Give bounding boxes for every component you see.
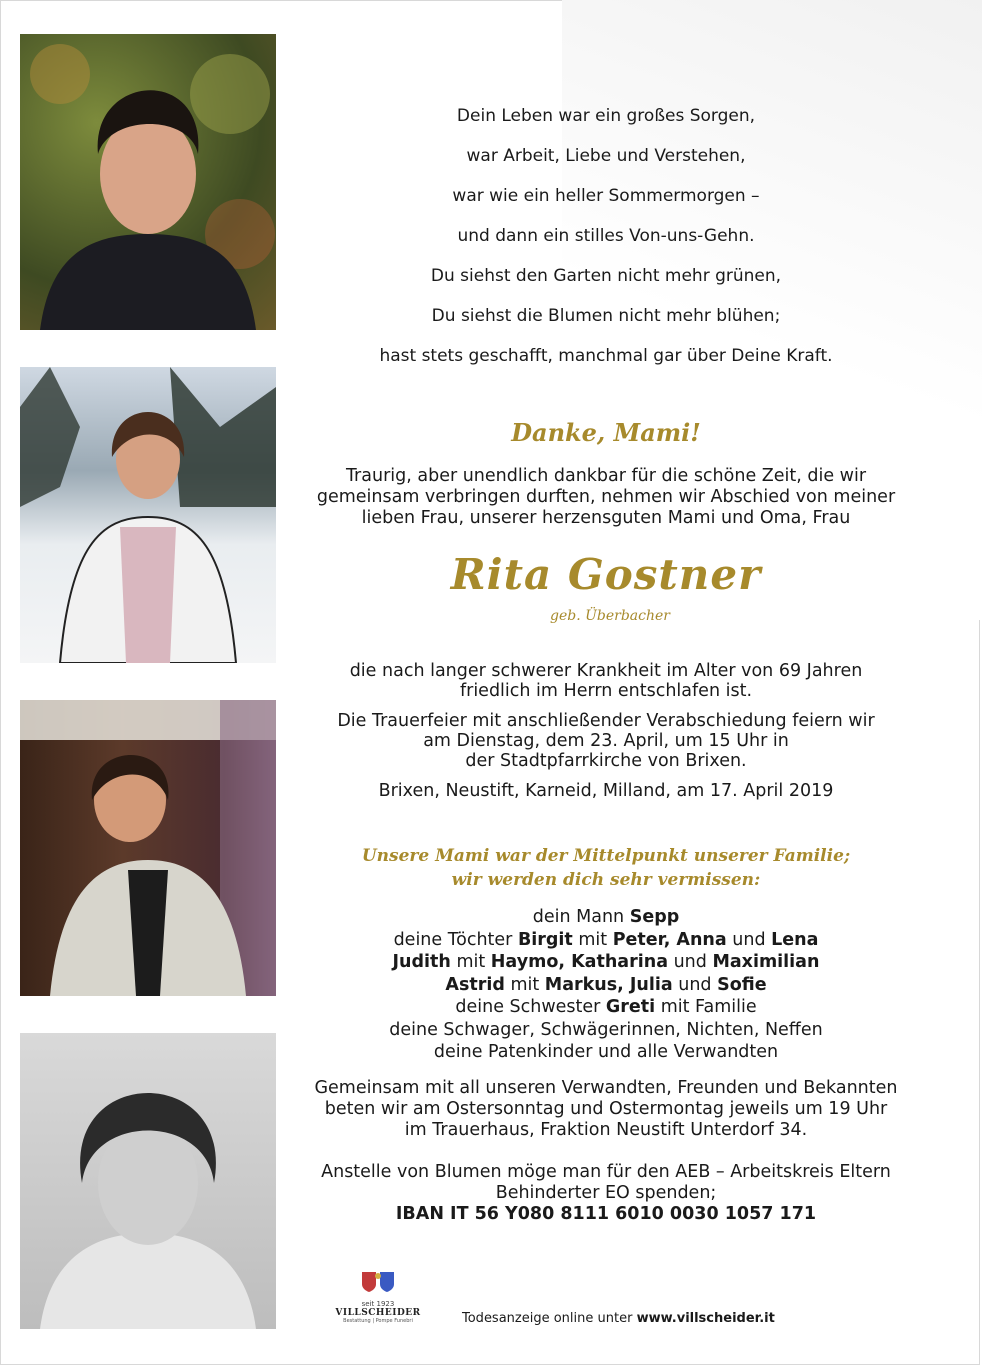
intro-text — [300, 466, 912, 529]
prayer-line: beten wir am Ostersonntag und Ostermontag jeweils um 19 Uhr — [324, 1099, 888, 1119]
motto — [300, 844, 912, 892]
portrait-photo-1 — [20, 34, 276, 330]
poem-line: und dann ein stilles Von-uns-Gehn. — [457, 226, 755, 246]
logo-since: seit 1923 — [361, 1300, 395, 1308]
poem-line: Du siehst den Garten nicht mehr grünen, — [430, 266, 782, 286]
prayer-line: im Trauerhaus, Fraktion Neustift Unterdorf 34. — [404, 1120, 808, 1140]
announcement-line: die nach langer schwerer Krankheit im Alter von 69 Jahren — [349, 661, 863, 681]
donation-line: Behinderter EO spenden; — [495, 1183, 717, 1203]
poem-line: hast stets geschafft, manchmal gar über Deine Kraft. — [379, 346, 833, 366]
logo-subtitle: Bestattung | Pompe Funebri — [343, 1318, 413, 1324]
iban: IBAN IT 56 Y080 8111 6010 0030 1057 171 — [395, 1204, 817, 1224]
motto-line: Unsere Mami war der Mittelpunkt unserer Familie; — [361, 846, 851, 866]
thanks-heading: Danke, Mami! — [511, 418, 701, 447]
portrait-photo-4 — [20, 1033, 276, 1329]
coat-of-arms-icon — [358, 1270, 398, 1294]
place-date: Brixen, Neustift, Karneid, Milland, am 17. April 2019 — [378, 781, 834, 801]
closing-block — [300, 1078, 912, 1225]
family-list — [300, 906, 912, 1064]
family-line-godchildren: deine Patenkinder und alle Verwandten — [433, 1042, 779, 1062]
online-notice: Todesanzeige online unter www.villscheider.it — [462, 1311, 775, 1326]
prayer-line: Gemeinsam mit all unseren Verwandten, Freunden und Bekannten — [314, 1078, 898, 1098]
intro-line: Traurig, aber unendlich dankbar für die schöne Zeit, die wir — [345, 466, 867, 486]
funeral-line: am Dienstag, dem 23. April, um 15 Uhr in — [423, 731, 789, 751]
funeral-home-logo — [328, 1270, 428, 1324]
family-line-husband: dein Mann Sepp — [532, 907, 680, 927]
website-link[interactable]: www.villscheider.it — [636, 1311, 775, 1326]
family-line-daughter-1: deine Töchter Birgit mit Peter, Anna und Lena — [393, 929, 819, 950]
intro-line: gemeinsam verbringen durften, nehmen wir Abschied von meiner — [316, 487, 896, 507]
intro-line: lieben Frau, unserer herzensguten Mami und Oma, Frau — [361, 508, 851, 528]
deceased-name: Rita Gostner — [450, 550, 762, 599]
funeral-line: Die Trauerfeier mit anschließender Verabschiedung feiern wir — [337, 711, 875, 731]
logo-brand: VILLSCHEIDER — [335, 1308, 421, 1318]
poem-line: war wie ein heller Sommermorgen – — [452, 186, 760, 206]
family-line-daughter-3: Astrid mit Markus, Julia und Sofie — [445, 974, 767, 995]
poem-line: Dein Leben war ein großes Sorgen, — [456, 106, 756, 126]
poem — [300, 96, 912, 376]
portrait-photo-2 — [20, 367, 276, 663]
donation-line: Anstelle von Blumen möge man für den AEB – Arbeitskreis Eltern — [321, 1162, 891, 1182]
announcement-block — [300, 661, 912, 801]
maiden-name: geb. Überbacher — [550, 608, 670, 624]
family-line-sister: deine Schwester Greti mit Familie — [455, 997, 757, 1017]
family-line-daughter-2: Judith mit Haymo, Katharina und Maximilian — [392, 952, 820, 972]
poem-line: war Arbeit, Liebe und Verstehen, — [466, 146, 746, 166]
announcement-line: friedlich im Herrn entschlafen ist. — [459, 681, 753, 701]
portrait-photo-3 — [20, 700, 276, 996]
motto-line: wir werden dich sehr vermissen: — [451, 870, 761, 890]
funeral-line: der Stadtpfarrkirche von Brixen. — [465, 751, 747, 771]
family-line-inlaws: deine Schwager, Schwägerinnen, Nichten, Neffen — [389, 1019, 823, 1040]
poem-line: Du siehst die Blumen nicht mehr blühen; — [431, 306, 781, 326]
